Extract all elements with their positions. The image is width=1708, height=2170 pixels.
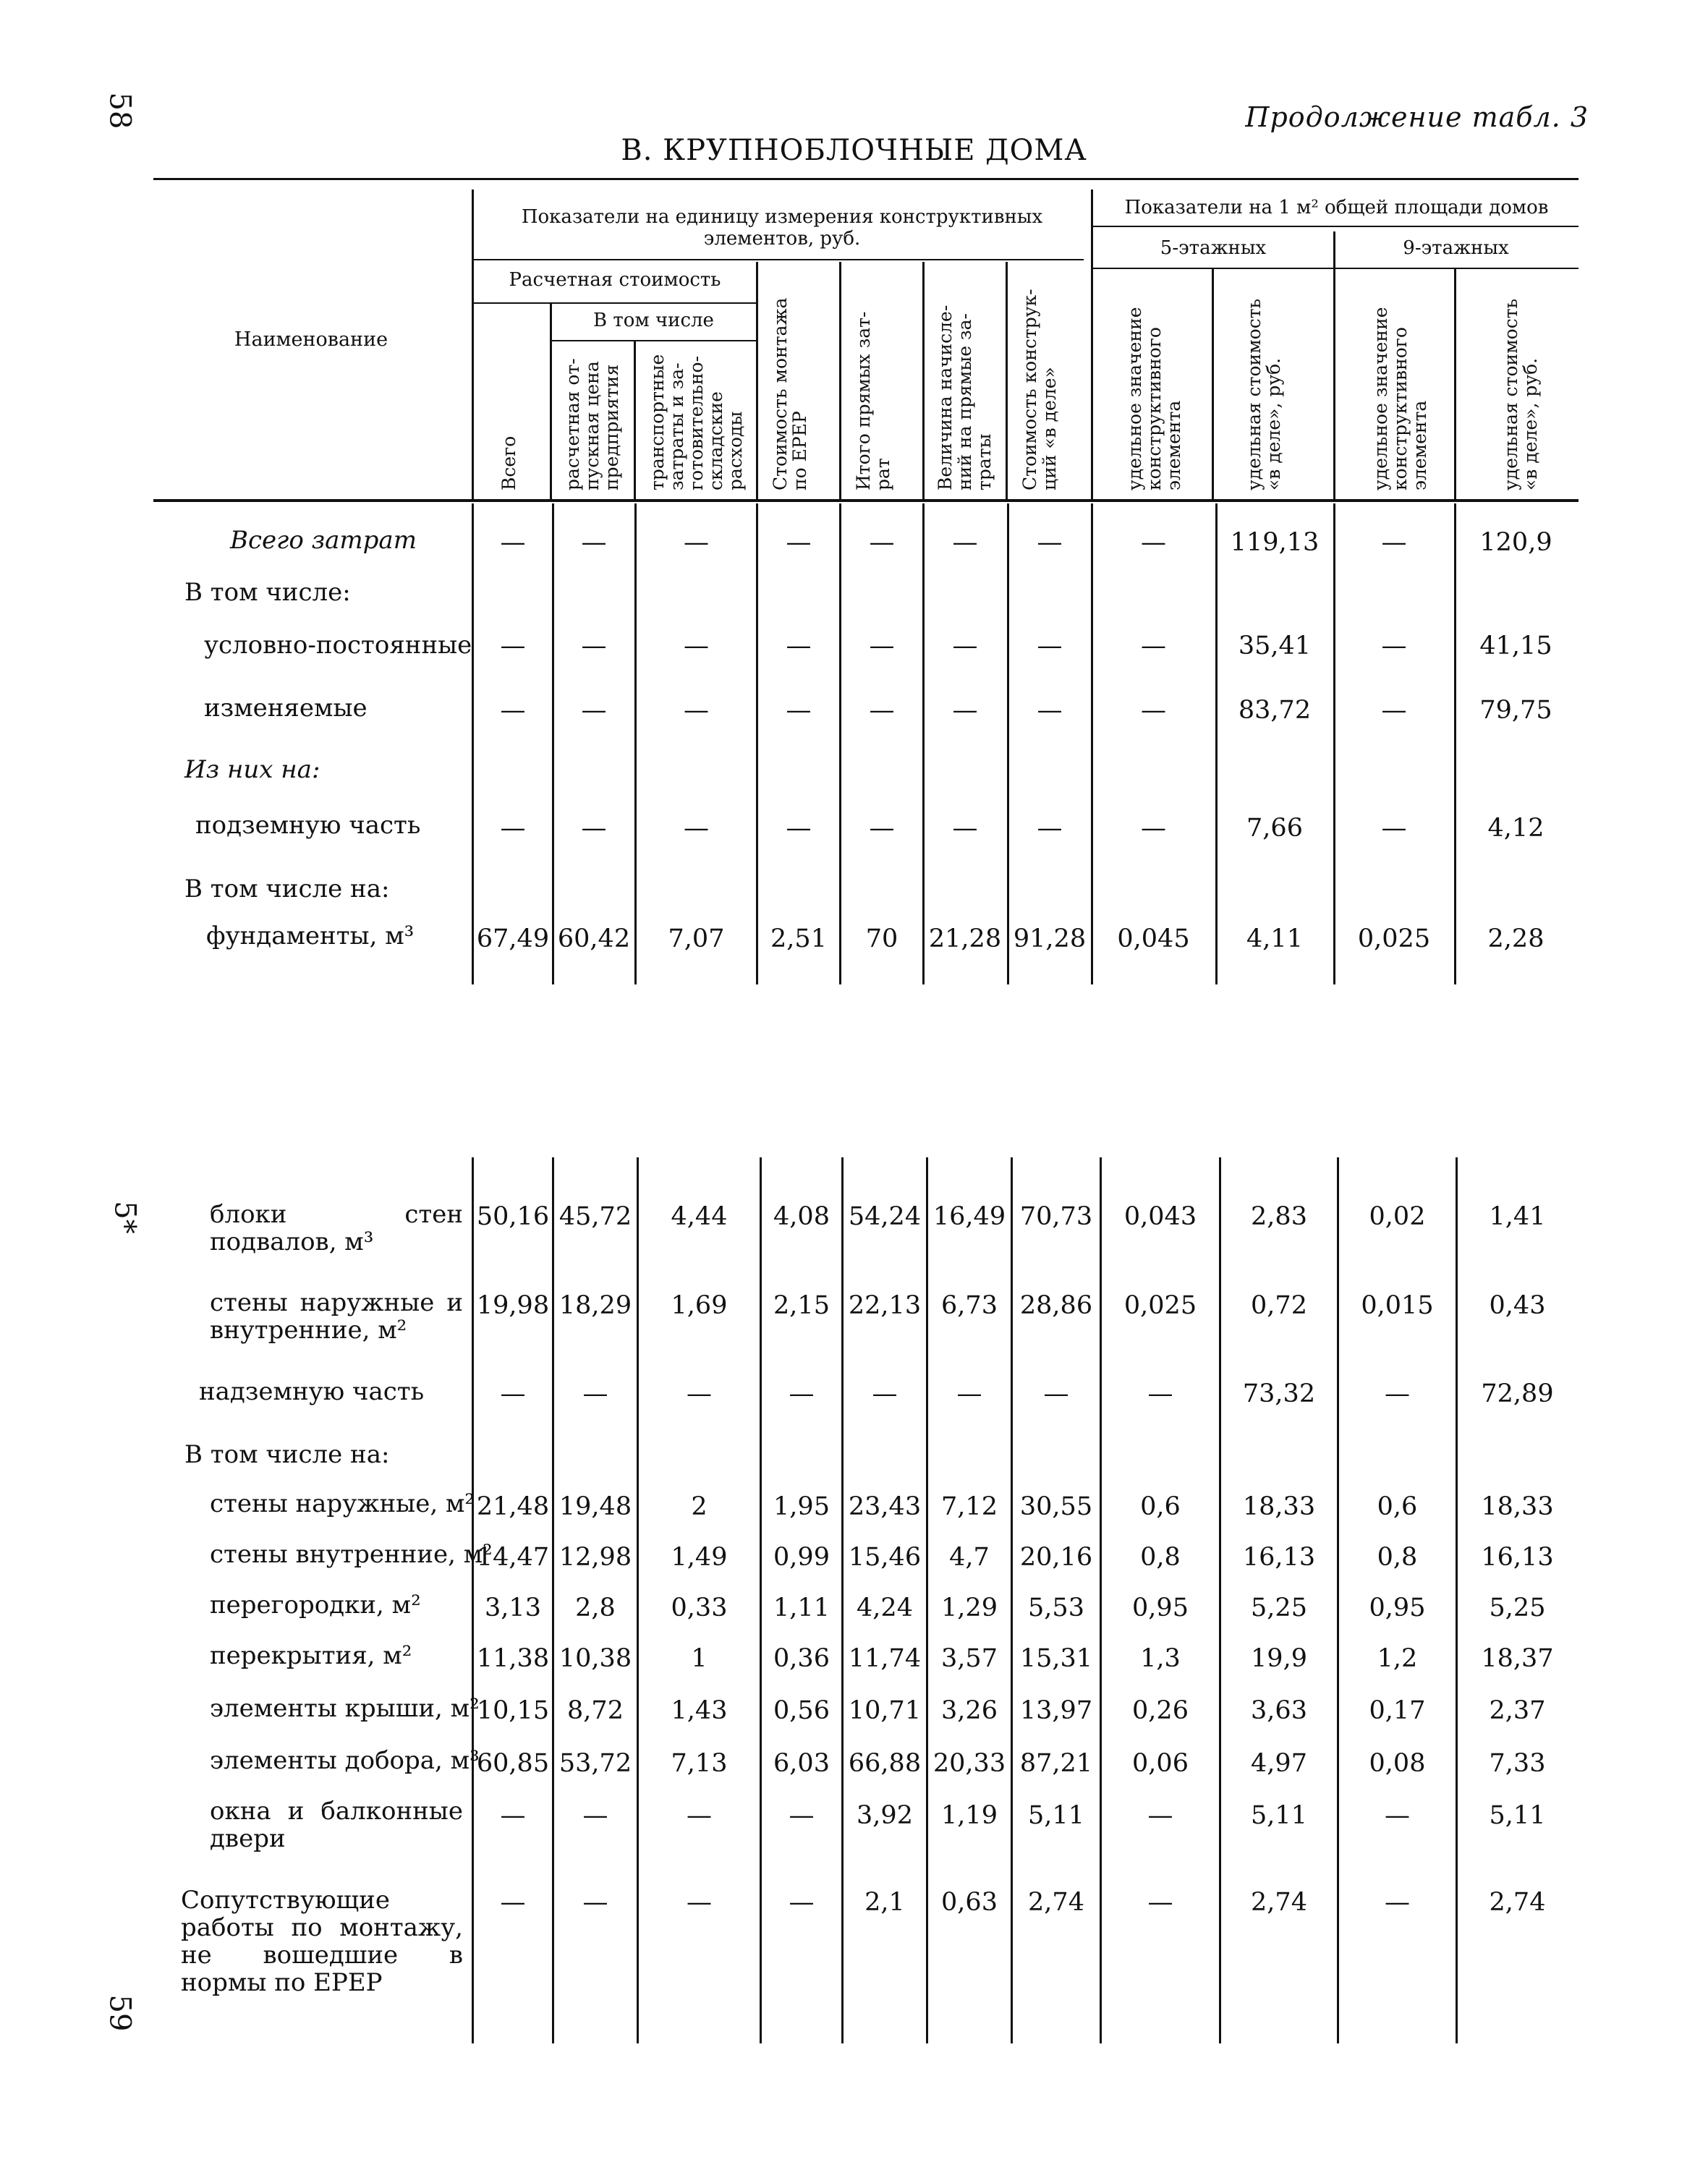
table-cell: 16,13 — [1481, 1543, 1554, 1572]
table-cell: 21,28 — [928, 924, 1002, 953]
table-cell: — — [684, 814, 709, 843]
table-cell: 0,99 — [773, 1543, 830, 1572]
table-cell: — — [500, 1801, 526, 1830]
table-cell: 0,95 — [1132, 1594, 1189, 1622]
table-cell: 72,89 — [1481, 1379, 1554, 1408]
table-cell: — — [582, 1888, 608, 1917]
table-cell: 0,95 — [1369, 1594, 1426, 1622]
table-cell: 0,8 — [1377, 1543, 1418, 1572]
row-label: стены внутренние, м² — [210, 1540, 493, 1569]
table-cell: 7,13 — [671, 1749, 728, 1778]
table-cell: — — [687, 1379, 712, 1408]
table-cell: — — [581, 631, 607, 660]
table-cell: 7,33 — [1489, 1749, 1546, 1778]
table-cell: 2,74 — [1489, 1888, 1546, 1917]
table-cell: — — [500, 1888, 526, 1917]
table-cell: 19,9 — [1251, 1644, 1307, 1673]
table-cell: 20,33 — [932, 1749, 1006, 1778]
header-group-m2: Показатели на 1 м² общей площади домов — [1124, 197, 1549, 218]
table-cell: 0,045 — [1117, 924, 1190, 953]
row-label: подземную часть — [195, 811, 421, 840]
table-cell: 0,56 — [773, 1696, 830, 1725]
table-cell: — — [952, 631, 978, 660]
table-cell: 53,72 — [558, 1749, 632, 1778]
table-cell: 2,37 — [1489, 1696, 1546, 1725]
table-cell: — — [581, 696, 607, 725]
table-cell: 6,03 — [773, 1749, 830, 1778]
table-cell: 3,26 — [941, 1696, 998, 1725]
table-cell: 91,28 — [1013, 924, 1087, 953]
col-header-accr: Величина начисле- ний на прямые за- траты — [935, 305, 995, 490]
table-cell: 4,97 — [1251, 1749, 1307, 1778]
table-cell: 2,28 — [1487, 924, 1545, 953]
table-cell: 83,72 — [1238, 696, 1312, 725]
table-cell: 87,21 — [1019, 1749, 1093, 1778]
table-cell: — — [869, 814, 895, 843]
table-cell: 1,43 — [671, 1696, 728, 1725]
table-cell: — — [684, 696, 709, 725]
table-cell: — — [1385, 1801, 1410, 1830]
table-cell: — — [582, 1801, 608, 1830]
col-header-transport: транспортные затраты и за- готовительно- складские расходы — [647, 354, 746, 490]
table-cell: 1,19 — [941, 1801, 998, 1830]
row-label: перекрытия, м² — [210, 1641, 412, 1670]
page-signature-mark: 5* — [108, 1201, 142, 1234]
table-cell: 1,41 — [1489, 1202, 1546, 1231]
row-label: В том числе на: — [184, 875, 390, 903]
table-cell: 0,043 — [1123, 1202, 1197, 1231]
table-cell: — — [1043, 1379, 1069, 1408]
row-label: окна и балконные двери — [210, 1797, 463, 1853]
table-cell: 0,33 — [671, 1594, 728, 1622]
table-cell: 6,73 — [941, 1291, 998, 1320]
table-cell: — — [956, 1379, 982, 1408]
table-cell: 45,72 — [558, 1202, 632, 1231]
table-cell: — — [872, 1379, 898, 1408]
table-cell: 12,98 — [558, 1543, 632, 1572]
col-header-cost5: удельная стоимость «в деле», руб. — [1244, 298, 1284, 490]
table-cell: 60,42 — [557, 924, 631, 953]
table-cell: 1,2 — [1377, 1644, 1418, 1673]
table-cell: 1,49 — [671, 1543, 728, 1572]
table-cell: 4,44 — [671, 1202, 728, 1231]
table-cell: 3,63 — [1251, 1696, 1307, 1725]
table-cell: 41,15 — [1479, 631, 1552, 660]
table-cell: 66,88 — [848, 1749, 922, 1778]
table-cell: 3,92 — [857, 1801, 913, 1830]
row-label: надземную часть — [199, 1377, 425, 1406]
row-label: Из них на: — [184, 755, 320, 784]
table-cell: 54,24 — [848, 1202, 922, 1231]
table-cell: — — [952, 814, 978, 843]
table-cell: 73,32 — [1242, 1379, 1316, 1408]
row-label: В том числе на: — [184, 1440, 390, 1469]
table-cell: 120,9 — [1479, 528, 1552, 557]
table-cell: — — [1385, 1379, 1410, 1408]
header-floors5: 5-этажных — [1160, 237, 1267, 259]
table-cell: 0,025 — [1357, 924, 1431, 953]
table-cell: 2,15 — [773, 1291, 830, 1320]
section-title: В. КРУПНОБЛОЧНЫЕ ДОМА — [621, 134, 1087, 167]
header-est-cost: Расчетная стоимость — [509, 269, 721, 291]
table-cell: 5,53 — [1028, 1594, 1084, 1622]
table-cell: 0,06 — [1132, 1749, 1189, 1778]
table-cell: — — [789, 1801, 815, 1830]
table-cell: — — [1147, 1379, 1173, 1408]
table-cell: 15,31 — [1019, 1644, 1093, 1673]
header-incl: В том числе — [593, 310, 714, 331]
table-cell: 19,98 — [476, 1291, 550, 1320]
table-cell: — — [1381, 528, 1407, 557]
row-label: перегородки, м² — [210, 1591, 421, 1620]
table-cell: — — [1381, 696, 1407, 725]
table-cell: — — [1141, 528, 1166, 557]
table-cell: — — [786, 631, 812, 660]
table-cell: 5,25 — [1489, 1594, 1546, 1622]
table-cell: 2,74 — [1028, 1888, 1084, 1917]
table-cell: — — [1037, 814, 1063, 843]
table-cell: 2 — [691, 1492, 708, 1521]
table-cell: — — [1381, 631, 1407, 660]
table-cell: 3,13 — [485, 1594, 541, 1622]
header-group-unit: Показатели на единицу измерения конструктивных элементов, руб. — [521, 206, 1043, 250]
table-cell: 50,16 — [476, 1202, 550, 1231]
table-cell: 0,02 — [1369, 1202, 1426, 1231]
table-cell: 2,83 — [1251, 1202, 1307, 1231]
table-cell: 70,73 — [1019, 1202, 1093, 1231]
table-cell: 20,16 — [1019, 1543, 1093, 1572]
table-cell: 18,37 — [1481, 1644, 1554, 1673]
table-cell: 1,29 — [941, 1594, 998, 1622]
table-cell: — — [500, 814, 526, 843]
table-cell: — — [952, 528, 978, 557]
table-cell: 1,3 — [1140, 1644, 1181, 1673]
row-label: Всего затрат — [230, 526, 417, 555]
table-cell: 79,75 — [1479, 696, 1552, 725]
table-cell: 10,71 — [848, 1696, 922, 1725]
table-cell: — — [1141, 696, 1166, 725]
table-cell: — — [869, 528, 895, 557]
table-cell: 0,17 — [1369, 1696, 1426, 1725]
table-cell: 4,11 — [1246, 924, 1303, 953]
table-cell: — — [786, 814, 812, 843]
table-cell: 0,26 — [1132, 1696, 1189, 1725]
table-cell: — — [582, 1379, 608, 1408]
table-cell: 67,49 — [476, 924, 550, 953]
page-number-bottom: 59 — [103, 1994, 137, 2032]
table-cell: 5,25 — [1251, 1594, 1307, 1622]
table-cell: 8,72 — [567, 1696, 624, 1725]
row-label: Сопутствующие работы по монтажу, не вошедшие в нормы по ЕРЕР — [181, 1886, 463, 1997]
table-cell: 19,48 — [558, 1492, 632, 1521]
table-cell: 0,6 — [1140, 1492, 1181, 1521]
table-cell: 18,33 — [1481, 1492, 1554, 1521]
table-cell: 18,29 — [558, 1291, 632, 1320]
table-cell: 35,41 — [1238, 631, 1312, 660]
table-cell: — — [869, 631, 895, 660]
col-header-mount: Стоимость монтажа по ЕРЕР — [770, 297, 810, 490]
table-cell: — — [687, 1888, 712, 1917]
table-cell: 2,74 — [1251, 1888, 1307, 1917]
table-cell: 11,74 — [848, 1644, 922, 1673]
table-cell: 0,36 — [773, 1644, 830, 1673]
table-cell: — — [500, 631, 526, 660]
table-cell: — — [687, 1801, 712, 1830]
table-cell: 22,13 — [848, 1291, 922, 1320]
table-cell: — — [1141, 814, 1166, 843]
table-cell: 5,11 — [1028, 1801, 1084, 1830]
table-cell: 0,63 — [941, 1888, 998, 1917]
table-cell: 0,025 — [1123, 1291, 1197, 1320]
page-number-top: 58 — [103, 92, 137, 129]
table-cell: 1,11 — [773, 1594, 830, 1622]
table-cell: — — [500, 1379, 526, 1408]
row-label: фундаменты, м³ — [206, 922, 415, 950]
row-label: изменяемые — [204, 694, 367, 723]
table-cell: 60,85 — [476, 1749, 550, 1778]
row-label: стены наружные, м² — [210, 1489, 475, 1518]
table-cell: — — [1385, 1888, 1410, 1917]
table-cell: — — [952, 696, 978, 725]
table-cell: 0,72 — [1251, 1291, 1307, 1320]
table-cell: 1,69 — [671, 1291, 728, 1320]
table-cell: — — [786, 528, 812, 557]
table-cell: — — [789, 1379, 815, 1408]
col-header-ud5: удельное значение конструктивного элемента — [1124, 307, 1184, 490]
col-header-cost: Стоимость конструк- ций «в деле» — [1019, 289, 1060, 490]
table-cell: 11,38 — [476, 1644, 550, 1673]
table-cell: 4,7 — [949, 1543, 990, 1572]
row-label: условно-постоянные — [204, 631, 472, 660]
table-cell: 3,57 — [941, 1644, 998, 1673]
row-label: элементы крыши, м² — [210, 1694, 480, 1723]
table-cell: 7,12 — [941, 1492, 998, 1521]
row-label: В том числе: — [184, 578, 351, 607]
table-cell: 119,13 — [1230, 528, 1320, 557]
table-cell: — — [789, 1888, 815, 1917]
table-cell: 5,11 — [1489, 1801, 1546, 1830]
col-header-total: Всего — [498, 435, 519, 490]
table-cell: 15,46 — [848, 1543, 922, 1572]
table-cell: 4,12 — [1487, 814, 1545, 843]
col-header-factory: расчетная от- пускная цена предприятия — [562, 358, 622, 490]
table-cell: 7,07 — [668, 924, 725, 953]
table-cell: 23,43 — [848, 1492, 922, 1521]
table-cell: 0,8 — [1140, 1543, 1181, 1572]
table-cell: 18,33 — [1242, 1492, 1316, 1521]
table-cell: 0,015 — [1361, 1291, 1434, 1320]
table-cell: — — [1141, 631, 1166, 660]
table-cell: 16,13 — [1242, 1543, 1316, 1572]
table-cell: 30,55 — [1019, 1492, 1093, 1521]
table-cell: 2,8 — [575, 1594, 616, 1622]
table-cell: — — [1037, 528, 1063, 557]
col-header-cost9: удельная стоимость «в деле», руб. — [1500, 298, 1541, 490]
table-cell: 7,66 — [1246, 814, 1303, 843]
table-cell: 4,24 — [857, 1594, 913, 1622]
table-cell: — — [1381, 814, 1407, 843]
table-cell: 5,11 — [1251, 1801, 1307, 1830]
table-cell: — — [684, 528, 709, 557]
col-header-ud9: удельное значение конструктивного элемента — [1370, 307, 1430, 490]
col-header-direct: Итого прямых зат- рат — [853, 311, 893, 490]
row-label: элементы добора, м³ — [210, 1746, 480, 1775]
table-cell: 14,47 — [476, 1543, 550, 1572]
table-cell: — — [786, 696, 812, 725]
continuation-caption: Продолжение табл. 3 — [1245, 101, 1589, 133]
row-label: блоки стен подвалов, м³ — [210, 1200, 463, 1256]
table-cell: — — [581, 814, 607, 843]
table-cell: — — [1147, 1801, 1173, 1830]
header-name: Наименование — [234, 328, 388, 351]
table-cell: 21,48 — [476, 1492, 550, 1521]
row-label: стены наружные и внутренние, м² — [210, 1288, 463, 1345]
table-cell: — — [1037, 631, 1063, 660]
table-cell: — — [1037, 696, 1063, 725]
table-cell: 4,08 — [773, 1202, 830, 1231]
table-cell: — — [869, 696, 895, 725]
table-cell: — — [500, 696, 526, 725]
table-cell: 10,38 — [558, 1644, 632, 1673]
table-cell: 70 — [865, 924, 898, 953]
table-cell: — — [1147, 1888, 1173, 1917]
table-cell: 1 — [691, 1644, 708, 1673]
table-cell: 16,49 — [932, 1202, 1006, 1231]
table-cell: 0,08 — [1369, 1749, 1426, 1778]
table-cell: 13,97 — [1019, 1696, 1093, 1725]
table-cell: 1,95 — [773, 1492, 830, 1521]
table-cell: 0,43 — [1489, 1291, 1546, 1320]
header-floors9: 9-этажных — [1403, 237, 1509, 259]
table-cell: — — [500, 528, 526, 557]
table-cell: 2,51 — [770, 924, 827, 953]
table-cell: 10,15 — [476, 1696, 550, 1725]
table-cell: — — [684, 631, 709, 660]
table-cell: 0,6 — [1377, 1492, 1418, 1521]
table-cell: — — [581, 528, 607, 557]
table-cell: 28,86 — [1019, 1291, 1093, 1320]
table-cell: 2,1 — [864, 1888, 905, 1917]
